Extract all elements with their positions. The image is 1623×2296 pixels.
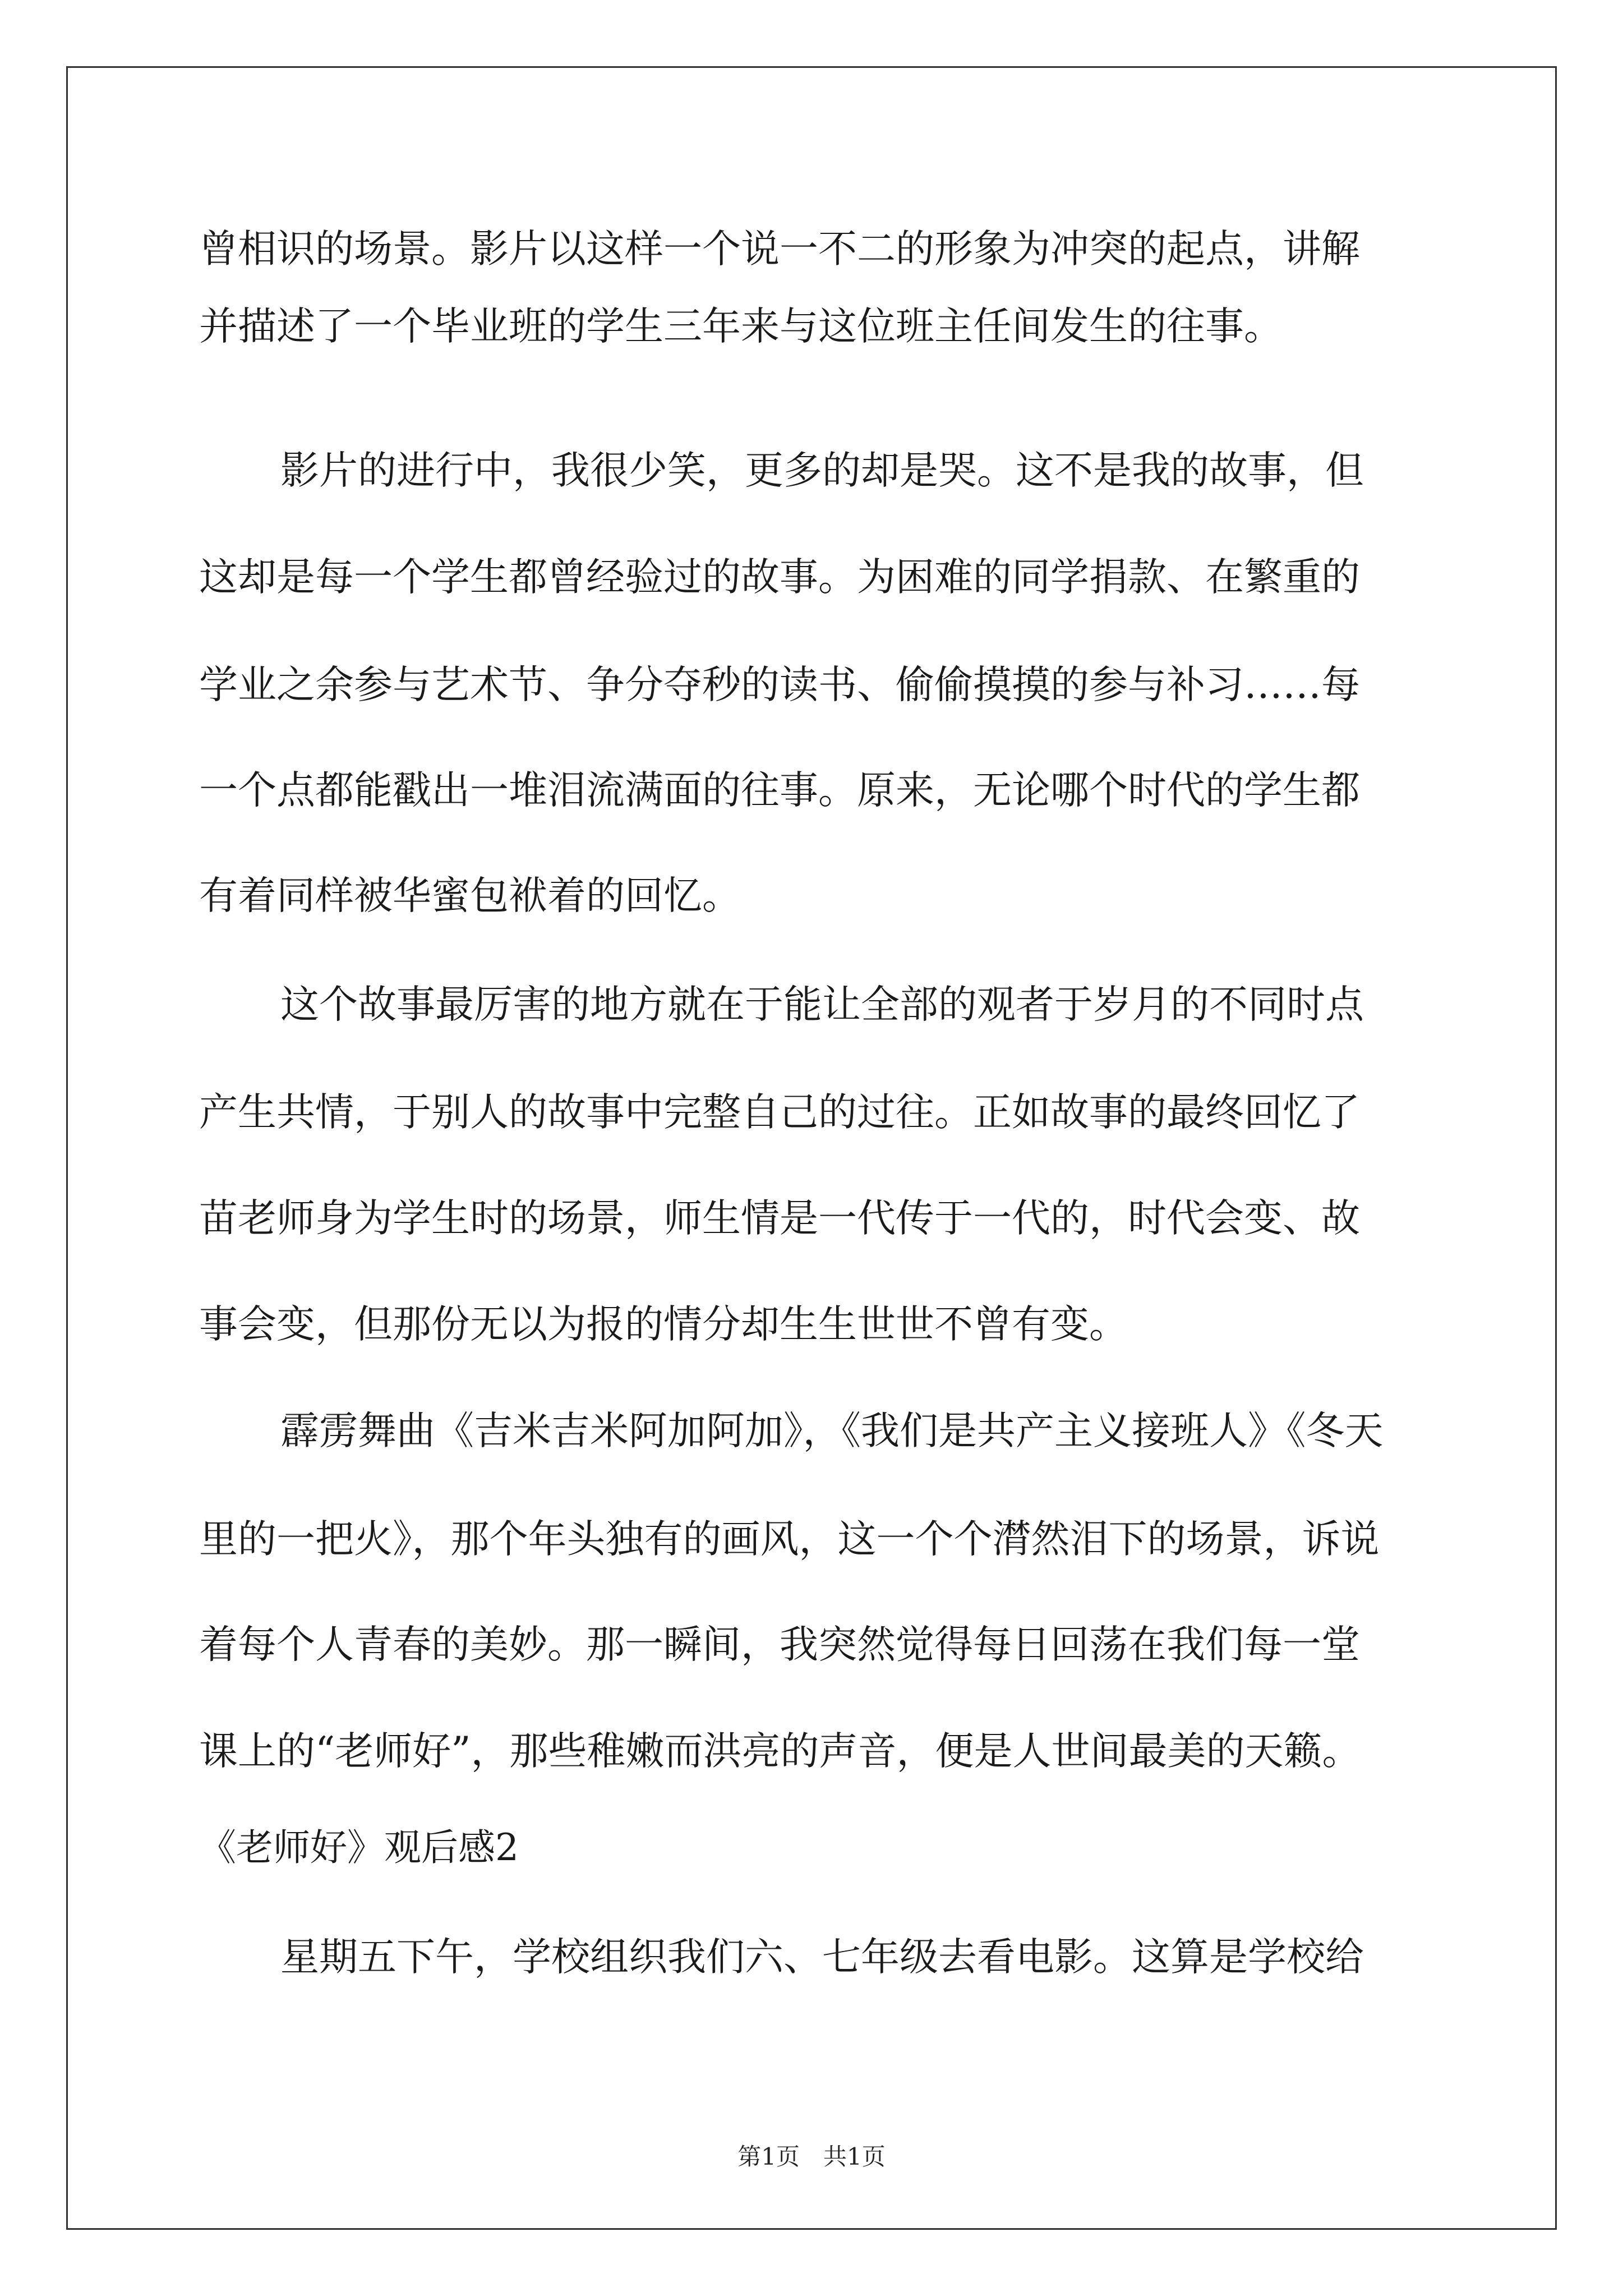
paragraph-first-line: 霹雳舞曲《吉米吉米阿加阿加》，《我们是共产主义接班人》《冬天	[280, 1409, 1384, 1453]
page-footer: 第1页 共1页	[737, 2143, 886, 2170]
page-border	[66, 66, 1557, 2230]
body-text-line: 苗老师身为学生时的场景，师生情是一代传于一代的，时代会变、故	[199, 1196, 1360, 1241]
body-text-line: 有着同样被华蜜包袱着的回忆。	[199, 873, 741, 918]
section-heading: 《老师好》观后感2	[199, 1826, 519, 1869]
body-text-line: 产生共情，于别人的故事中完整自己的过往。正如故事的最终回忆了	[199, 1090, 1360, 1135]
body-text-line: 这却是每一个学生都曾经验过的故事。为困难的同学捐款、在繁重的	[199, 555, 1360, 600]
body-text-line: 着每个人青春的美妙。那一瞬间，我突然觉得每日回荡在我们每一堂	[199, 1622, 1360, 1667]
body-text-line: 一个点都能戳出一堆泪流满面的往事。原来，无论哪个时代的学生都	[199, 768, 1360, 813]
body-text-line: 课上的“老师好”，那些稚嫩而洪亮的声音，便是人世间最美的天籁。	[199, 1729, 1361, 1774]
paragraph-first-line: 影片的进行中，我很少笑，更多的却是哭。这不是我的故事，但	[280, 448, 1364, 493]
body-text-line: 学业之余参与艺术节、争分夺秒的读书、偷偷摸摸的参与补习……每	[199, 662, 1360, 707]
body-text-line: 里的一把火》，那个年头独有的画风，这一个个潸然泪下的场景，诉说	[199, 1517, 1380, 1562]
paragraph-first-line: 这个故事最厉害的地方就在于能让全部的观者于岁月的不同时点	[280, 982, 1364, 1027]
body-text-line: 曾相识的场景。影片以这样一个说一不二的形象为冲突的起点，讲解	[199, 227, 1360, 272]
body-text-line: 并描述了一个毕业班的学生三年来与这位班主任间发生的往事。	[199, 304, 1283, 349]
body-text-line: 事会变，但那份无以为报的情分却生生世世不曾有变。	[199, 1302, 1128, 1347]
paragraph-first-line: 星期五下午，学校组织我们六、七年级去看电影。这算是学校给	[280, 1935, 1364, 1980]
